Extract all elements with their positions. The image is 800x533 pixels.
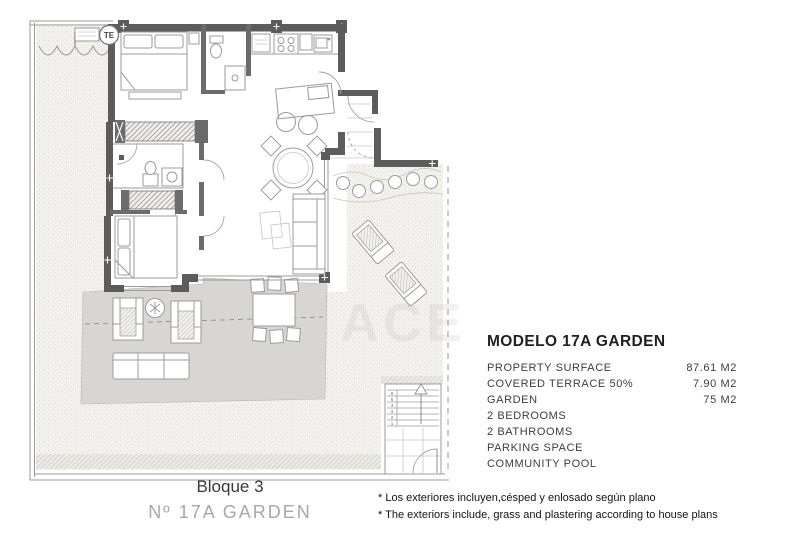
svg-text:2: 2 [390,415,394,420]
bedroom1-furniture [121,32,199,99]
stair-step-numbers [391,391,394,426]
svg-text:5: 5 [390,397,394,402]
nightstand-icon [189,33,199,44]
garden-border-band [36,454,381,469]
spec-value: 87.61 M2 [686,362,737,374]
bedroom2-furniture [115,216,177,278]
svg-text:6: 6 [390,391,394,396]
spec-label: PARKING SPACE [487,442,584,454]
counter-icon [300,34,312,50]
footnote-line: * Los exteriores incluyen,césped y enlosado según plano [378,492,656,504]
unit-label: Nº 17A GARDEN [148,502,312,522]
svg-text:3: 3 [390,409,394,414]
wardrobe [121,190,183,210]
terrace [81,277,327,404]
kitchen-island-icon [276,83,335,119]
spec-label: COMMUNITY POOL [487,458,597,470]
terrace-lounge-chair [171,301,201,343]
fridge-icon [252,34,270,52]
stove-icon [274,34,298,54]
block-label: Bloque 3 [196,477,264,496]
bed-icon [115,216,177,278]
spec-list [487,360,737,472]
spec-value: 7.90 M2 [693,378,737,390]
spec-label: PROPERTY SURFACE [487,362,612,374]
spec-row [487,424,737,440]
bench-icon [129,92,181,99]
te-label: TE [103,31,115,40]
toilet-icon [211,44,222,58]
spec-row [487,376,737,392]
terrace-sofa [113,353,189,379]
terrace-round-table [146,299,165,318]
spec-row [487,392,737,408]
svg-text:4: 4 [390,403,394,408]
wardrobe [115,120,208,143]
watermark: ACE [340,293,467,353]
spec-label: GARDEN [487,394,538,406]
spec-label: 2 BATHROOMS [487,426,573,438]
sink-icon [314,35,332,52]
plan-title: MODELO 17A GARDEN [487,333,666,350]
spec-value: 75 M2 [703,394,737,406]
spec-row [487,456,737,472]
footnotes [378,490,718,524]
spec-row [487,440,737,456]
terrace-dining-set [251,277,301,344]
info-panel [487,333,737,472]
spec-label: 2 BEDROOMS [487,410,567,422]
spec-label: COVERED TERRACE 50% [487,378,634,390]
spec-row [487,408,737,424]
sofa-icon [293,194,325,274]
footnote-line: * The exteriors include, grass and plastering according to house plans [378,509,718,521]
floor-plan [25,8,455,486]
spec-row [487,360,737,376]
shower-icon [225,66,245,90]
bed-icon [121,32,187,90]
toilet-tank-icon [210,36,223,43]
sink-icon [162,168,182,186]
toilet-icon [143,162,158,187]
terrace-lounge-chair [113,298,143,340]
svg-text:1: 1 [390,421,394,426]
